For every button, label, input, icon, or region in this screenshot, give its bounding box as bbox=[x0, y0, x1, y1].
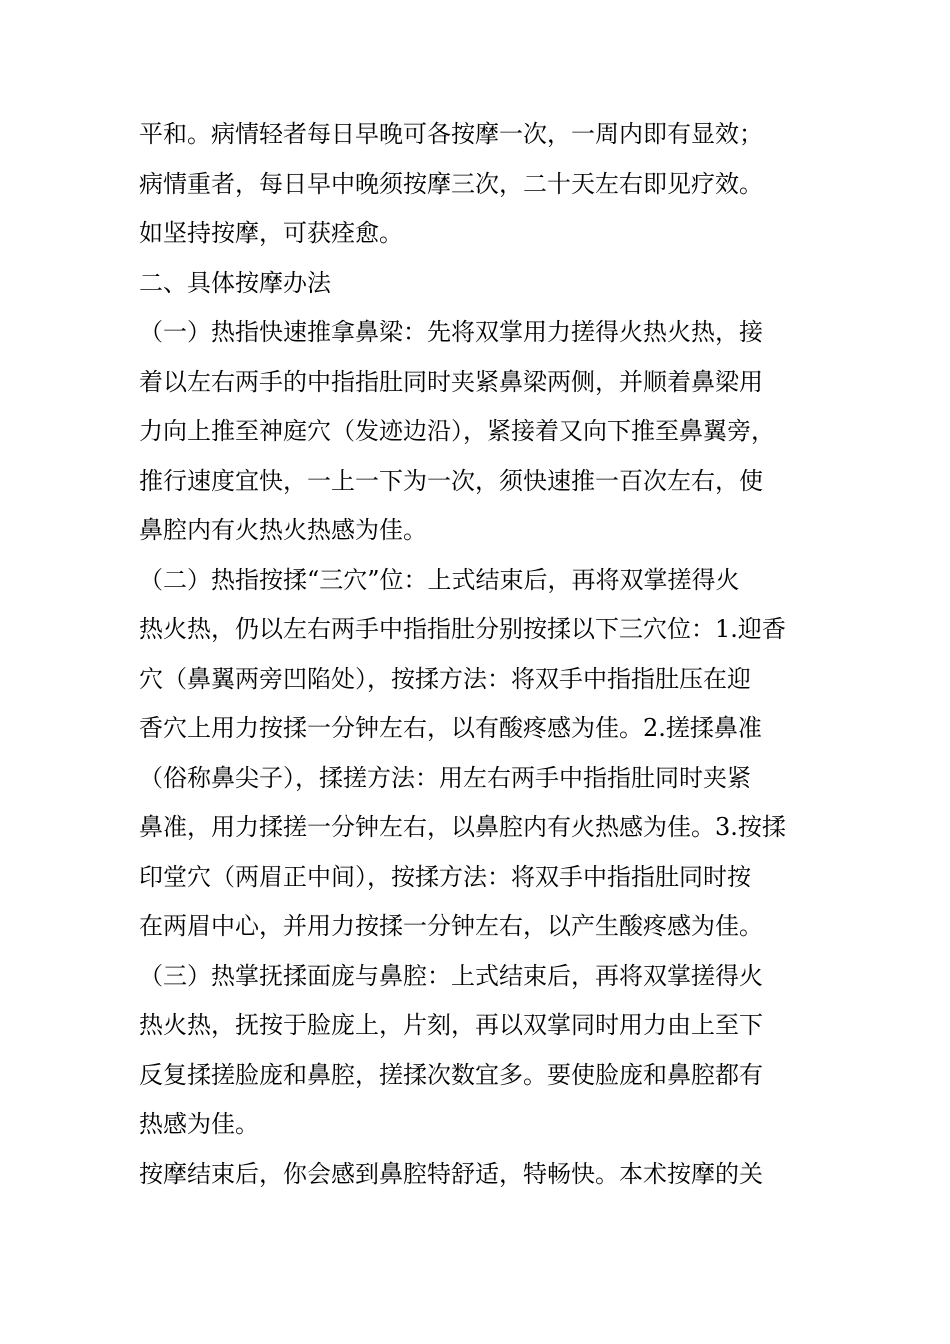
text-line: 推行速度宜快，一上一下为一次，须快速推一百次左右，使 bbox=[139, 466, 763, 495]
text-line: 鼻准，用力揉搓一分钟左右，以鼻腔内有火热感为佳。3.按揉 bbox=[139, 813, 786, 841]
text-line: 香穴上用力按揉一分钟左右，以有酸疼感为佳。2.搓揉鼻准 bbox=[139, 714, 762, 742]
text-line: 反复揉搓脸庞和鼻腔，搓揉次数宜多。要使脸庞和鼻腔都有 bbox=[139, 1060, 763, 1089]
text-line: 力向上推至神庭穴（发迹边沿），紧接着又向下推至鼻翼旁， bbox=[139, 417, 775, 445]
text-line: 热感为佳。 bbox=[139, 1110, 259, 1138]
text-line: （二）热指按揉“三穴”位：上式结束后，再将双掌搓得火 bbox=[139, 565, 740, 594]
text-line: 穴（鼻翼两旁凹陷处），按揉方法：将双手中指指肚压在迎 bbox=[139, 664, 751, 693]
text-line: 病情重者，每日早中晚须按摩三次，二十天左右即见疗效。 bbox=[139, 169, 763, 198]
text-line: 着以左右两手的中指指肚同时夹紧鼻梁两侧，并顺着鼻梁用 bbox=[139, 367, 763, 396]
text-line: 按摩结束后，你会感到鼻腔特舒适，特畅快。本术按摩的关 bbox=[139, 1159, 763, 1188]
text-line: 印堂穴（两眉正中间），按揉方法：将双手中指指肚同时按 bbox=[139, 862, 751, 891]
text-line: 如坚持按摩，可获痊愈。 bbox=[139, 219, 403, 247]
text-line: 热火热，抚按于脸庞上，片刻，再以双掌同时用力由上至下 bbox=[139, 1011, 763, 1039]
text-line: （俗称鼻尖子），揉搓方法：用左右两手中指指肚同时夹紧 bbox=[139, 763, 751, 792]
text-line: （一）热指快速推拿鼻梁：先将双掌用力搓得火热火热，接 bbox=[139, 318, 763, 346]
text-line: 平和。病情轻者每日早晚可各按摩一次，一周内即有显效； bbox=[139, 120, 763, 148]
text-line: 热火热，仍以左右两手中指指肚分别按揉以下三穴位：1.迎香 bbox=[139, 615, 786, 643]
text-line: 鼻腔内有火热火热感为佳。 bbox=[139, 516, 427, 544]
document-body bbox=[139, 110, 819, 1199]
section-heading: 二、具体按摩办法 bbox=[139, 268, 331, 297]
text-line: 在两眉中心，并用力按揉一分钟左右，以产生酸疼感为佳。 bbox=[139, 912, 763, 940]
text-line: （三）热掌抚揉面庞与鼻腔：上式结束后，再将双掌搓得火 bbox=[139, 961, 763, 990]
